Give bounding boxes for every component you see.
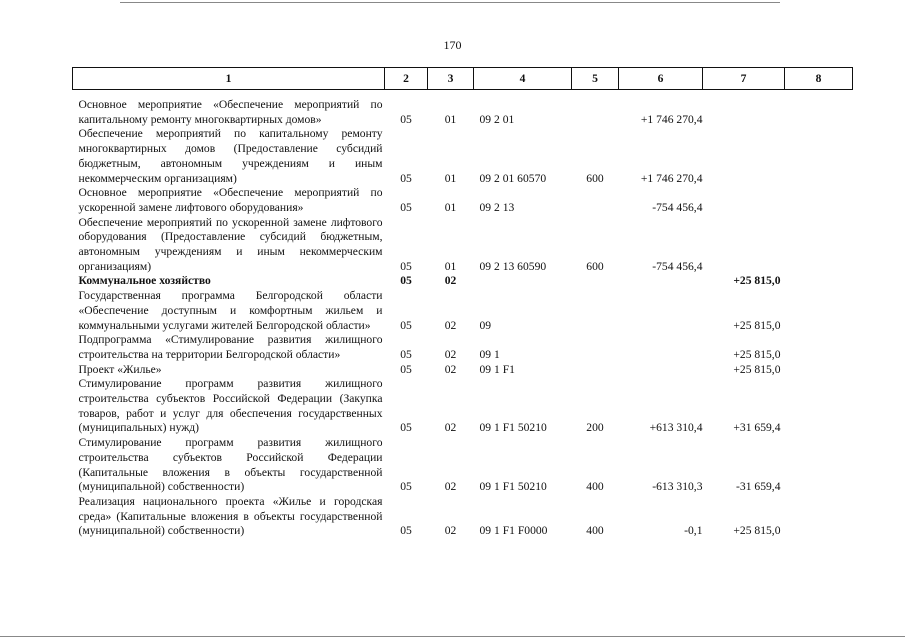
row-name: Основное мероприятие «Обеспечение мероприятий по ускоренной замене лифтового оборудования» xyxy=(78,186,383,214)
row-amount-col6 xyxy=(619,333,703,362)
row-amount-col8 xyxy=(785,363,853,378)
row-section: 05 xyxy=(400,200,412,214)
row-subsection: 02 xyxy=(444,347,457,361)
table-row xyxy=(73,274,853,289)
row-target-code: 09 2 01 60570 xyxy=(479,171,547,185)
row-target-code: 09 1 F1 50210 xyxy=(479,480,547,494)
column-header: 4 xyxy=(474,68,572,90)
table-row xyxy=(73,127,853,186)
row-amount-col8 xyxy=(785,216,853,275)
row-amount-col8 xyxy=(785,377,853,436)
row-amount-col8 xyxy=(785,495,853,539)
spacer-row xyxy=(73,90,853,99)
table-row xyxy=(73,333,853,362)
row-subsection: 02 xyxy=(444,274,457,288)
row-subsection: 01 xyxy=(444,171,457,185)
row-amount-col6: -613 310,3 xyxy=(652,480,703,494)
row-expense-type: 400 xyxy=(586,480,604,494)
row-target-code xyxy=(474,274,572,289)
table-row xyxy=(73,216,853,275)
row-target-code: 09 1 xyxy=(479,347,500,361)
row-amount-col6 xyxy=(619,274,703,289)
scan-edge-bottom xyxy=(0,636,905,637)
row-target-code: 09 1 F1 F0000 xyxy=(479,524,548,538)
row-name: Обеспечение мероприятий по ускоренной замене лифтового оборудования (Предоставление субсидий бюджетным, автономным учреждениям и иным некоммерческим организациям) xyxy=(78,215,383,273)
table-row xyxy=(73,495,853,539)
row-amount-col7 xyxy=(703,98,785,127)
row-section: 05 xyxy=(400,112,412,126)
row-amount-col8 xyxy=(785,436,853,495)
row-amount-col7 xyxy=(703,127,785,186)
row-expense-type xyxy=(572,289,619,333)
row-amount-col6: -754 456,4 xyxy=(652,200,703,214)
row-name: Основное мероприятие «Обеспечение мероприятий по капитальному ремонту многоквартирных домов» xyxy=(78,98,383,126)
row-name: Стимулирование программ развития жилищного строительства субъектов Российской Федерации (Капитальные вложения в объекты государственной (муниципальной) собственности) xyxy=(78,436,383,494)
row-name: Обеспечение мероприятий по капитальному ремонту многоквартирных домов (Предоставление субсидий бюджетным, автономным учреждениям и иным некоммерческим организациям) xyxy=(78,127,383,185)
row-section: 05 xyxy=(400,318,412,332)
row-section: 05 xyxy=(400,480,412,494)
row-amount-col7: +31 659,4 xyxy=(733,421,781,435)
row-amount-col7 xyxy=(703,216,785,275)
row-amount-col6: +1 746 270,4 xyxy=(640,112,703,126)
row-name: Стимулирование программ развития жилищного строительства субъектов Российской Федерации (Закупка товаров, работ и услуг для обеспечения государственных (муниципальных) нужд) xyxy=(78,377,383,435)
row-amount-col7: +25 815,0 xyxy=(733,347,781,361)
row-amount-col6: +1 746 270,4 xyxy=(640,171,703,185)
row-target-code: 09 1 F1 50210 xyxy=(479,421,547,435)
row-name: Государственная программа Белгородской области «Обеспечение доступным и комфортным жильем и коммунальными услугами жителей Белгородской области» xyxy=(78,289,383,332)
row-amount-col8 xyxy=(785,186,853,215)
column-header: 7 xyxy=(703,68,785,90)
row-amount-col6 xyxy=(619,289,703,333)
page-number: 170 xyxy=(443,38,462,52)
row-section: 05 xyxy=(400,524,412,538)
row-section: 05 xyxy=(400,274,412,288)
row-amount-col8 xyxy=(785,98,853,127)
budget-table xyxy=(72,67,853,539)
row-target-code: 09 1 F1 xyxy=(479,362,515,376)
row-expense-type: 400 xyxy=(586,524,604,538)
row-expense-type: 600 xyxy=(586,171,604,185)
row-name: Проект «Жилье» xyxy=(78,362,162,376)
row-amount-col8 xyxy=(785,127,853,186)
row-target-code: 09 xyxy=(479,318,492,332)
row-amount-col8 xyxy=(785,274,853,289)
row-amount-col6: +613 310,4 xyxy=(649,421,703,435)
row-subsection: 02 xyxy=(444,318,457,332)
row-section: 05 xyxy=(400,421,412,435)
row-expense-type xyxy=(572,363,619,378)
table-row xyxy=(73,98,853,127)
row-expense-type xyxy=(572,333,619,362)
table-row xyxy=(73,186,853,215)
row-subsection: 01 xyxy=(444,200,457,214)
row-expense-type xyxy=(572,186,619,215)
row-amount-col7: -31 659,4 xyxy=(736,480,781,494)
column-header: 2 xyxy=(385,68,428,90)
row-amount-col6 xyxy=(619,363,703,378)
row-subsection: 01 xyxy=(444,112,457,126)
row-subsection: 02 xyxy=(444,524,457,538)
row-subsection: 02 xyxy=(444,480,457,494)
row-name: Подпрограмма «Стимулирование развития жилищного строительства на территории Белгородской области» xyxy=(78,333,383,361)
row-amount-col6: -754 456,4 xyxy=(652,259,703,273)
column-header: 5 xyxy=(572,68,619,90)
table-row xyxy=(73,289,853,333)
column-header: 1 xyxy=(73,68,385,90)
row-amount-col7: +25 815,0 xyxy=(733,318,781,332)
row-amount-col8 xyxy=(785,289,853,333)
scan-edge-top xyxy=(120,2,780,3)
row-amount-col7: +25 815,0 xyxy=(733,274,781,288)
row-subsection: 02 xyxy=(444,362,457,376)
row-amount-col7: +25 815,0 xyxy=(733,362,781,376)
row-subsection: 02 xyxy=(444,421,457,435)
header-row xyxy=(73,68,853,90)
table-row xyxy=(73,436,853,495)
row-expense-type: 200 xyxy=(586,421,604,435)
row-target-code: 09 2 01 xyxy=(479,112,515,126)
row-amount-col6: -0,1 xyxy=(684,524,703,538)
row-section: 05 xyxy=(400,171,412,185)
row-target-code: 09 2 13 60590 xyxy=(479,259,547,273)
row-name: Реализация национального проекта «Жилье и городская среда» (Капитальные вложения в объекты государственной (муниципальной) собственности) xyxy=(78,494,383,538)
row-expense-type: 600 xyxy=(586,259,604,273)
table-body xyxy=(73,90,853,540)
table-row xyxy=(73,377,853,436)
row-target-code: 09 2 13 xyxy=(479,200,515,214)
column-header: 8 xyxy=(785,68,853,90)
row-expense-type xyxy=(572,98,619,127)
column-header: 6 xyxy=(619,68,703,90)
row-amount-col7: +25 815,0 xyxy=(733,524,781,538)
column-header: 3 xyxy=(428,68,474,90)
row-expense-type xyxy=(572,274,619,289)
row-section: 05 xyxy=(400,347,412,361)
row-section: 05 xyxy=(400,259,412,273)
row-section: 05 xyxy=(400,362,412,376)
row-name: Коммунальное хозяйство xyxy=(78,274,211,288)
row-amount-col7 xyxy=(703,186,785,215)
row-amount-col8 xyxy=(785,333,853,362)
table-row xyxy=(73,363,853,378)
row-subsection: 01 xyxy=(444,259,457,273)
